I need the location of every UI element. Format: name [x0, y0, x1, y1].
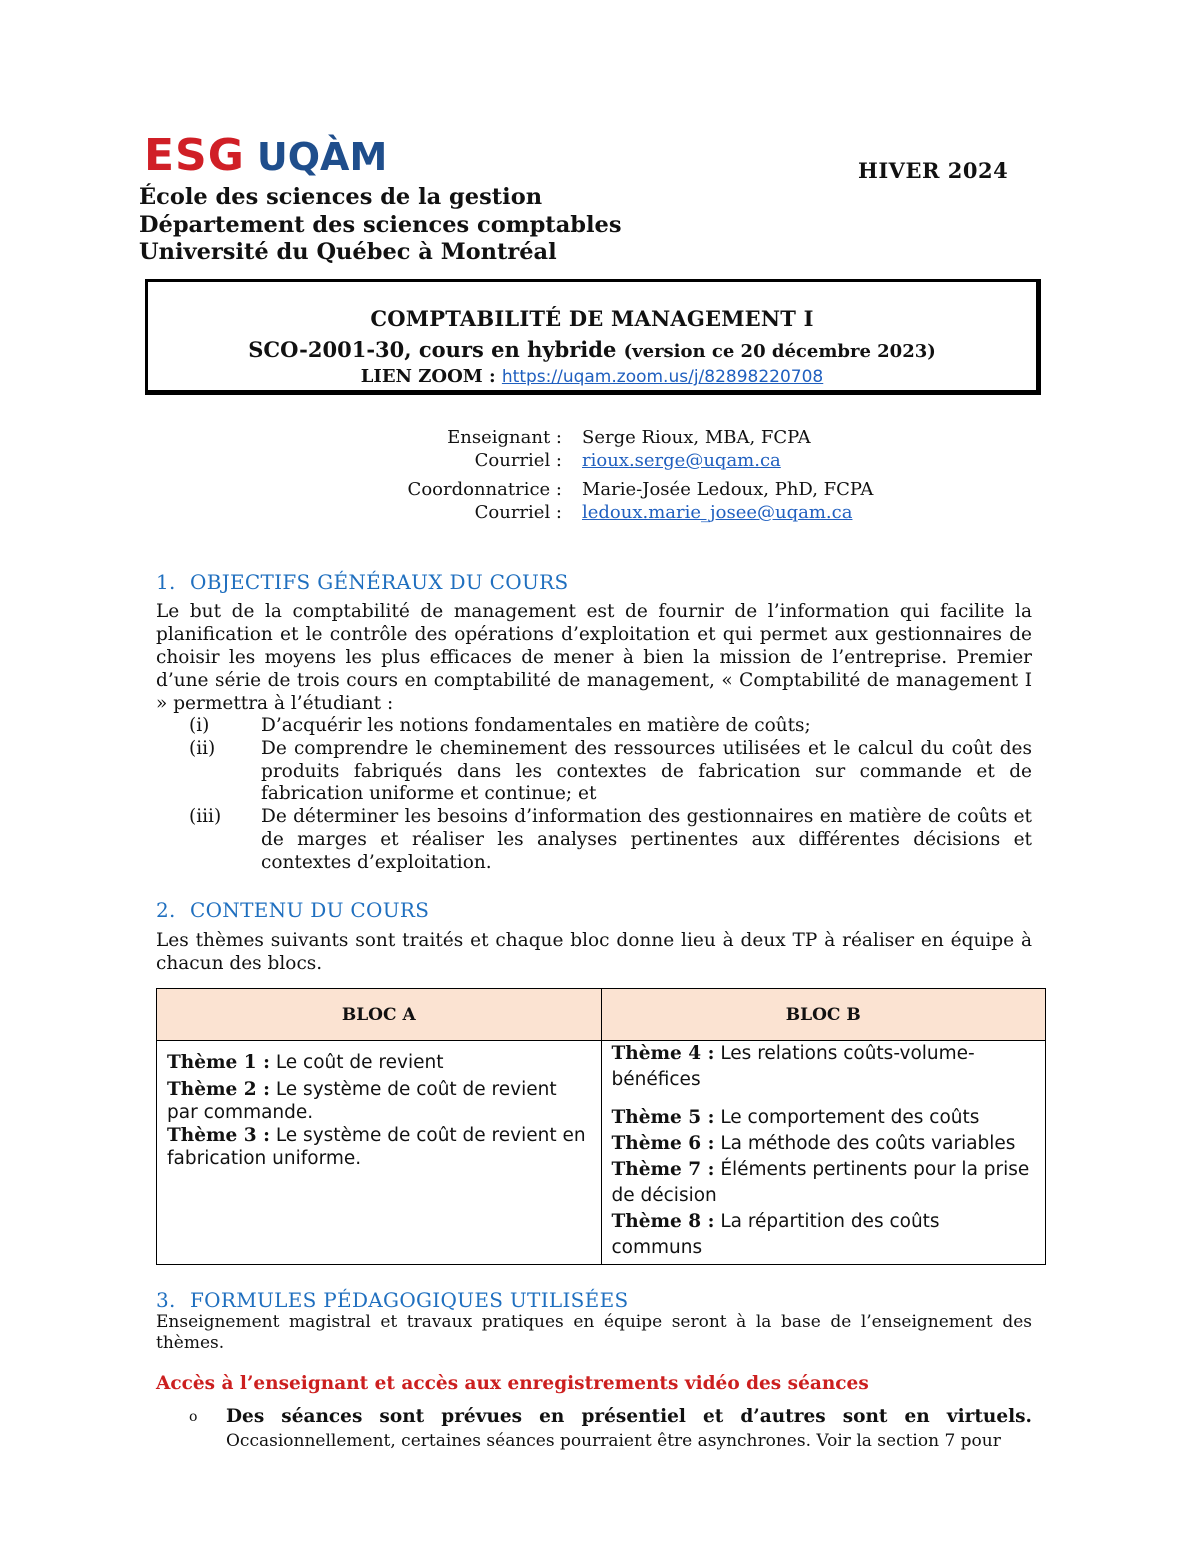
theme-item: Thème 6 : La méthode des coûts variables: [611, 1133, 1016, 1154]
section-3-intro: [156, 1312, 1032, 1354]
contact-label: Coordonnatrice :: [407, 479, 562, 500]
semester-label: HIVER 2024: [858, 158, 1009, 183]
list-text: D’acquérir les notions fondamentales en matière de coûts;: [261, 715, 811, 736]
paragraph: Enseignement magistral et travaux pratiques en équipe seront à la base de l’enseignement des thèmes.: [156, 1312, 1032, 1353]
theme-item: Thème 2 : Le système de coût de revient par commande.: [167, 1079, 557, 1123]
theme-item: Thème 7 : Éléments pertinents pour la prise de décision: [611, 1159, 1030, 1206]
contact-label: Enseignant :: [447, 427, 562, 448]
section-number: 2.: [156, 898, 176, 922]
section-number: 3.: [156, 1288, 176, 1312]
logo-uqam: UQÀM: [256, 135, 388, 179]
bullet-circle-icon: o: [189, 1409, 198, 1425]
section-2-heading: [156, 898, 429, 922]
section-title: OBJECTIFS GÉNÉRAUX DU COURS: [190, 570, 569, 594]
university-name: Université du Québec à Montréal: [139, 239, 557, 265]
contact-value: Serge Rioux, MBA, FCPA: [582, 427, 811, 448]
list-text: De déterminer les besoins d’information des gestionnaires en matière de coûts et de marges et réaliser les analyses pertinentes aux différentes décisions et contextes d’exploitation.: [261, 806, 1032, 873]
list-marker: (ii): [189, 737, 216, 759]
course-title: COMPTABILITÉ DE MANAGEMENT I: [370, 306, 814, 331]
bloc-a-cell: [157, 1041, 602, 1265]
theme-item: Thème 4 : Les relations coûts-volume-bénéfices: [611, 1043, 975, 1090]
bloc-b-cell: [601, 1041, 1046, 1265]
bloc-b-header: BLOC B: [601, 989, 1046, 1041]
bullet-bold-text: Des séances sont prévues en présentiel et d’autres sont en virtuels.: [226, 1406, 1032, 1427]
section-1-intro: [156, 600, 1032, 715]
access-subheading: Accès à l’enseignant et accès aux enregistrements vidéo des séances: [156, 1373, 869, 1394]
institution-block: [139, 184, 622, 267]
list-item: [189, 738, 1032, 806]
list-marker: (iii): [189, 806, 222, 828]
contact-row: [300, 449, 873, 472]
list-item: [189, 1405, 1032, 1453]
section-2-intro: [156, 929, 1032, 975]
school-name: École des sciences de la gestion: [139, 184, 543, 210]
paragraph: Le but de la comptabilité de management est de fournir de l’information qui facilite la planification et le contrôle des opérations d’exploitation et qui permet aux gestionnaires de choisir les moyens les plus efficaces de mener à bien la mission de l’entreprise. Premier d’une série de trois cours en comptabilité de management, « Comptabilité de management I » permettra à l’étudiant :: [156, 601, 1032, 714]
zoom-label: LIEN ZOOM :: [360, 366, 496, 387]
contact-row: [300, 478, 873, 501]
list-text: De comprendre le cheminement des ressources utilisées et le calcul du coût des produits fabriqués dans les contextes de fabrication sur commande et de fabrication uniforme et continue; et: [261, 737, 1032, 805]
table-row: [157, 1041, 1046, 1265]
contact-label: Courriel :: [474, 450, 562, 471]
zoom-line: [148, 366, 1036, 387]
instructor-email-link[interactable]: rioux.serge@uqam.ca: [582, 450, 781, 471]
theme-item: Thème 3 : Le système de coût de revient en fabrication uniforme.: [167, 1125, 586, 1169]
contact-value: Marie-Josée Ledoux, PhD, FCPA: [582, 479, 874, 500]
session-bullet: [189, 1405, 1032, 1453]
logo-esg: ESG: [144, 130, 245, 181]
bullet-text: Occasionnellement, certaines séances pourraient être asynchrones. Voir la section 7 pour: [226, 1431, 1001, 1451]
contact-row: [300, 426, 873, 449]
course-code: SCO-2001-30, cours en hybride: [248, 337, 617, 362]
list-item: [189, 715, 1032, 738]
list-item: [189, 806, 1032, 874]
course-title-box: [145, 279, 1041, 395]
theme-item: Thème 5 : Le comportement des coûts: [611, 1107, 980, 1128]
table-header-row: [157, 989, 1046, 1041]
list-marker: (i): [189, 715, 210, 736]
objectives-list: [189, 715, 1032, 875]
section-3-heading: [156, 1288, 628, 1312]
section-title: CONTENU DU COURS: [190, 898, 430, 922]
course-version: (version ce 20 décembre 2023): [623, 341, 936, 362]
course-code-line: [148, 337, 1036, 362]
paragraph: Les thèmes suivants sont traités et chaque bloc donne lieu à deux TP à réaliser en équipe à chacun des blocs.: [156, 930, 1032, 974]
section-number: 1.: [156, 570, 176, 594]
contacts-block: [300, 426, 873, 524]
section-1-heading: [156, 570, 568, 594]
theme-item: Thème 8 : La répartition des coûts communs: [611, 1211, 940, 1258]
contact-label: Courriel :: [474, 502, 562, 523]
department-name: Département des sciences comptables: [139, 211, 622, 238]
contact-row: [300, 501, 873, 524]
zoom-link[interactable]: https://uqam.zoom.us/j/82898220708: [501, 367, 824, 387]
bloc-a-header: BLOC A: [157, 989, 602, 1041]
coordinator-email-link[interactable]: ledoux.marie_josee@uqam.ca: [582, 502, 853, 523]
theme-item: Thème 1 : Le coût de revient: [167, 1052, 444, 1073]
esg-uqam-logo: [144, 132, 434, 180]
section-title: FORMULES PÉDAGOGIQUES UTILISÉES: [190, 1288, 629, 1312]
themes-table: [156, 988, 1046, 1265]
